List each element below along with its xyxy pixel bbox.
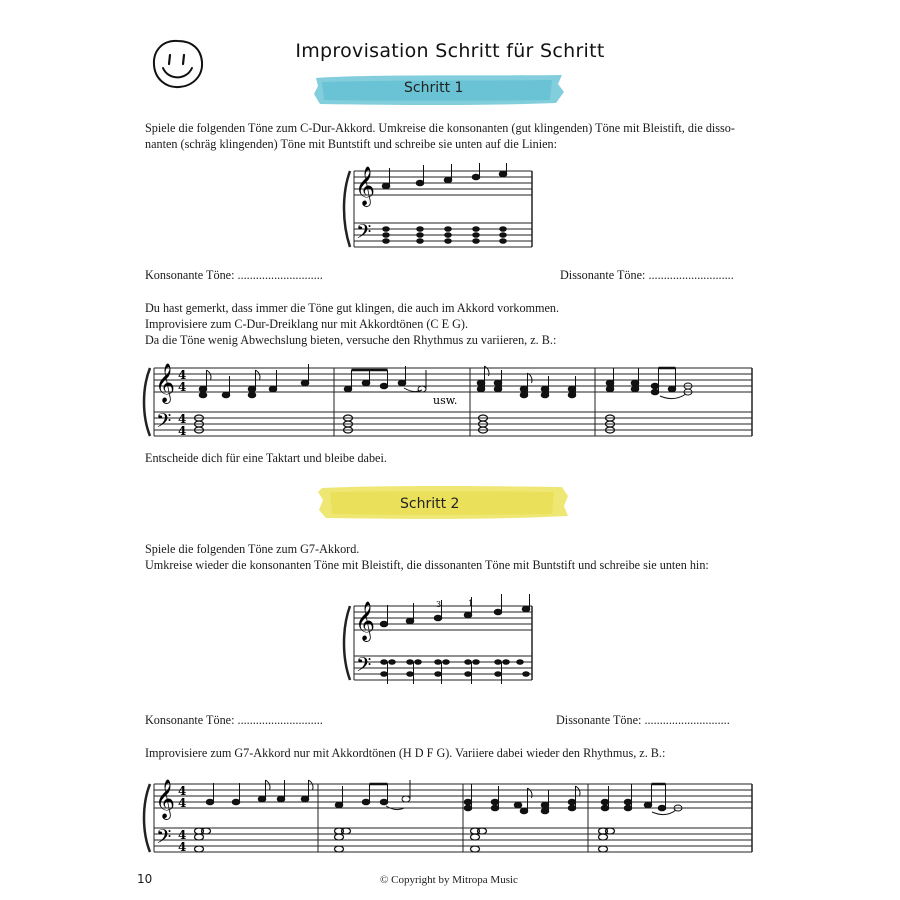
step1-consonant-line[interactable]: Konsonante Töne: ............................ <box>145 268 323 282</box>
time-signature-top: 4 <box>178 784 187 798</box>
step2-label: Schritt 2 <box>400 496 460 512</box>
time-signature-bottom: 4 <box>178 796 187 810</box>
step1-intro-line-2: nanten (schräg klingenden) Töne mit Buntstift und schreibe sie unten auf die Linien: <box>145 137 558 151</box>
staff-g7-chord-tones <box>340 594 535 686</box>
staff-g7-improvisation-example <box>140 770 760 858</box>
bass-clef-icon: 𝄢 <box>156 409 172 437</box>
time-signature-bottom-bass: 4 <box>178 840 187 854</box>
page-number: 10 <box>137 872 153 886</box>
step1-explanation-line-2: Improvisiere zum C-Dur-Dreiklang nur mit Akkordtönen (C E G). <box>145 317 468 331</box>
bass-clef-icon: 𝄢 <box>356 653 372 681</box>
step2-explanation: Improvisiere zum G7-Akkord nur mit Akkordtönen (H D F G). Variiere dabei wieder den Rhythmus, z. B.: <box>145 746 666 760</box>
step1-intro-line-1: Spiele die folgenden Töne zum C-Dur-Akkord. Umkreise die konsonanten (gut klingenden) Töne mit Bleistift, die disso- <box>145 121 735 135</box>
staff-c-improvisation-example <box>140 358 760 440</box>
step1-closing: Entscheide dich für eine Taktart und bleibe dabei. <box>145 451 387 465</box>
treble-clef-icon: 𝄞 <box>155 363 176 403</box>
treble-clef-icon: 𝄞 <box>155 779 176 819</box>
fingering-3: 3 <box>436 600 442 609</box>
step2-intro-line-1: Spiele die folgenden Töne zum G7-Akkord. <box>145 542 360 556</box>
bass-clef-icon: 𝄢 <box>156 825 172 853</box>
bass-clef-icon: 𝄢 <box>356 220 372 248</box>
step1-explanation-line-1: Du hast gemerkt, dass immer die Töne gut klingen, die auch im Akkord vorkommen. <box>145 301 560 315</box>
step2-intro-line-2: Umkreise wieder die konsonanten Töne mit Bleistift, die dissonanten Töne mit Buntstift und schreibe sie unten hin: <box>145 558 709 572</box>
fingering-1: 1 <box>468 599 474 608</box>
time-signature-bottom: 4 <box>178 380 187 394</box>
staff-c-chord-tones <box>340 163 535 258</box>
step2-consonant-line[interactable]: Konsonante Töne: ............................ <box>145 713 323 727</box>
treble-clef-icon: 𝄞 <box>355 166 376 206</box>
time-signature-bottom-bass: 4 <box>178 424 187 438</box>
step1-label: Schritt 1 <box>404 80 464 96</box>
time-signature-top-bass: 4 <box>178 412 187 426</box>
step2-dissonant-line[interactable]: Dissonante Töne: ............................ <box>556 713 730 727</box>
copyright-footer: © Copyright by Mitropa Music <box>380 874 518 886</box>
usw-annotation: usw. <box>433 394 458 407</box>
page-title: Improvisation Schritt für Schritt <box>295 40 605 62</box>
time-signature-top-bass: 4 <box>178 828 187 842</box>
time-signature-top: 4 <box>178 368 187 382</box>
step1-dissonant-line[interactable]: Dissonante Töne: ............................ <box>560 268 734 282</box>
step1-explanation-line-3: Da die Töne wenig Abwechslung bieten, versuche den Rhythmus zu variieren, z. B.: <box>145 333 557 347</box>
treble-clef-icon: 𝄞 <box>355 601 376 641</box>
